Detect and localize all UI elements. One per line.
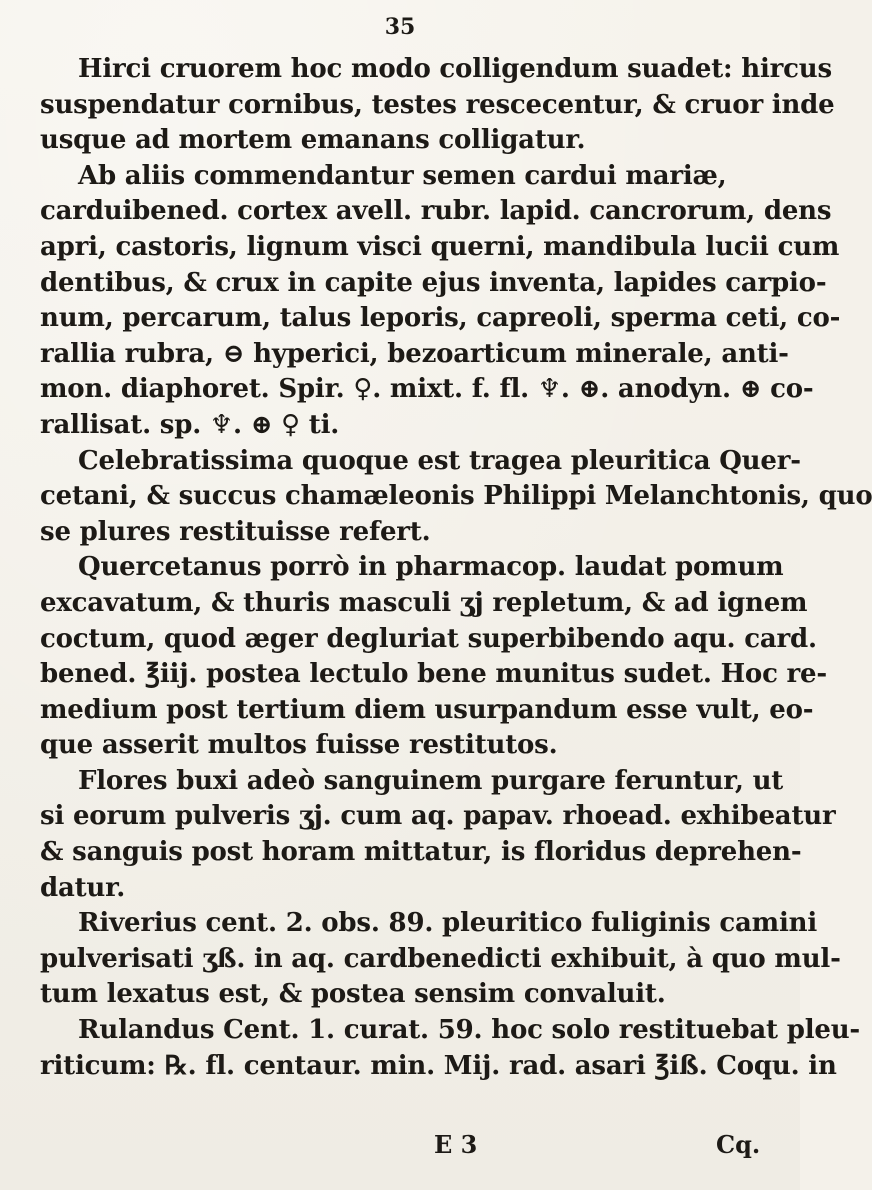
text-line: tum lexatus est, & postea sensim convaluit. <box>40 979 666 1010</box>
text-line: suspendatur cornibus, testes rescecentur, & cruor inde <box>40 89 835 120</box>
text-line: Riverius cent. 2. obs. 89. pleuritico fuliginis camini <box>78 908 818 939</box>
text-line: num, percarum, talus leporis, capreoli, sperma ceti, co- <box>40 303 841 334</box>
paragraph-rulandus <box>40 1013 861 1084</box>
text-line: riticum: ℞. fl. centaur. min. Mij. rad. asari ℥iß. Coqu. in <box>40 1050 837 1081</box>
text-line: apri, castoris, lignum visci querni, mandibula lucii cum <box>40 231 840 262</box>
text-line: excavatum, & thuris masculi ʒj repletum, & ad ignem <box>40 587 808 618</box>
signature-mark: E 3 <box>434 1130 478 1159</box>
page-footer <box>0 1130 800 1170</box>
paragraph-pomum <box>40 550 827 764</box>
text-line: cetani, & succus chamæleonis Philippi Melanchtonis, quo <box>40 481 872 512</box>
text-line: Hirci cruorem hoc modo colligendum suadet: hircus <box>78 54 832 84</box>
paragraph-tragea <box>40 444 872 551</box>
text-line: dentibus, & crux in capite ejus inventa, lapides carpio- <box>40 267 827 298</box>
paragraph-riverius <box>40 906 841 1013</box>
text-line: rallia rubra, ⊖ hyperici, bezoarticum minerale, anti- <box>40 338 789 369</box>
text-line: Quercetanus porrò in pharmacop. laudat pomum <box>78 552 784 583</box>
text-line: carduibened. cortex avell. rubr. lapid. cancrorum, dens <box>40 196 832 227</box>
text-line: Rulandus Cent. 1. curat. 59. hoc solo restituebat pleu- <box>78 1015 861 1046</box>
paragraph-remedia <box>40 159 841 444</box>
paragraph-buxus <box>40 764 836 906</box>
text-line: si eorum pulveris ʒj. cum aq. papav. rhoead. exhibeatur <box>40 801 836 832</box>
text-line: se plures restituisse refert. <box>40 516 431 547</box>
text-line: coctum, quod æger degluriat superbibendo aqu. card. <box>40 623 817 654</box>
text-body <box>40 52 872 1084</box>
text-line: datur. <box>40 872 126 903</box>
text-line: Flores buxi adeò sanguinem purgare feruntur, ut <box>78 765 784 796</box>
text-line: medium post tertium diem usurpandum esse vult, eo- <box>40 694 814 725</box>
text-line: & sanguis post horam mittatur, is floridus deprehen- <box>40 837 802 868</box>
text-line: Celebratissima quoque est tragea pleuritica Quer- <box>78 445 801 476</box>
text-line: Ab aliis commendantur semen cardui mariæ, <box>78 160 727 191</box>
text-line: bened. ℥iij. postea lectulo bene munitus sudet. Hoc re- <box>40 659 827 690</box>
catchword: Cq. <box>716 1130 761 1159</box>
text-line: usque ad mortem emanans colligatur. <box>40 125 586 156</box>
page-number: 35 <box>384 14 416 40</box>
paragraph-hircus <box>40 52 835 159</box>
text-line: que asserit multos fuisse restitutos. <box>40 730 558 761</box>
text-line: pulverisati ʒß. in aq. cardbenedicti exhibuit, à quo mul- <box>40 943 841 974</box>
text-line: mon. diaphoret. Spir. ♀. mixt. f. fl. ♆. ⊕. anodyn. ⊕ co- <box>40 374 814 405</box>
text-line: rallisat. sp. ♆. ⊕ ♀ ti. <box>40 409 340 440</box>
